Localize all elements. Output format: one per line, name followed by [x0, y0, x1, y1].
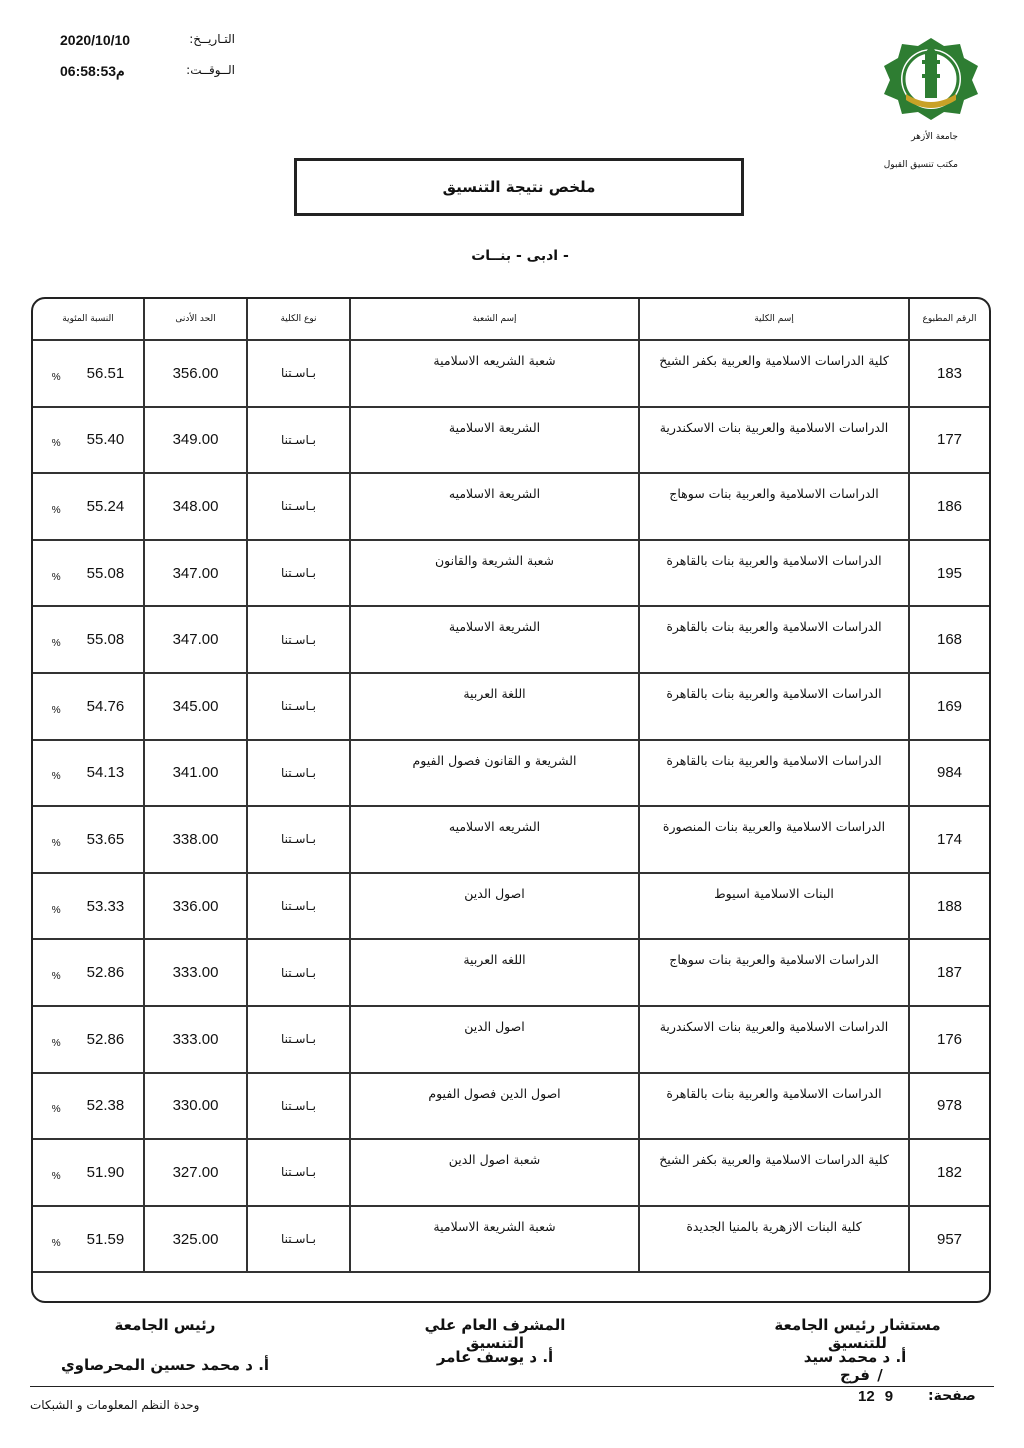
cell-college: الدراسات الاسلامية والعربية بنات بالقاهرة: [638, 541, 908, 606]
cell-college: الدراسات الاسلامية والعربية بنات المنصورة: [638, 807, 908, 872]
date-row: [60, 32, 235, 48]
percentage-value: 56.51: [86, 364, 125, 382]
cell-college-type: بـاسـتنا: [246, 1074, 349, 1139]
report-subtitle: - ادبى - بنــات: [471, 248, 569, 264]
table-row: [33, 940, 989, 1007]
percent-sign: %: [51, 704, 61, 716]
cell-branch: الشريعه الاسلاميه: [349, 807, 638, 872]
percent-sign: %: [51, 1037, 61, 1049]
cell-college: البنات الاسلامية اسيوط: [638, 874, 908, 939]
percent-sign: %: [51, 837, 61, 849]
cell-college-type: بـاسـتنا: [246, 1207, 349, 1272]
percentage-value: 52.86: [86, 964, 125, 982]
cell-college: الدراسات الاسلامية والعربية بنات بالقاهرة: [638, 607, 908, 672]
cell-college: الدراسات الاسلامية والعربية بنات بالقاهرة: [638, 741, 908, 806]
percentage-value: 55.08: [86, 631, 125, 649]
cell-branch: اصول الدين فصول الفيوم: [349, 1074, 638, 1139]
cell-percentage: [33, 541, 143, 606]
cell-minimum-score: 338.00: [143, 807, 246, 872]
office-name: مكتب تنسيق القبول: [883, 160, 958, 170]
cell-number: 187: [908, 940, 989, 1005]
cell-minimum-score: 327.00: [143, 1140, 246, 1205]
cell-minimum-score: 325.00: [143, 1207, 246, 1272]
cell-branch: شعبة اصول الدين: [349, 1140, 638, 1205]
date-value: 2020/10/10: [60, 32, 131, 48]
page-number: [858, 1388, 893, 1405]
cell-college-type: بـاسـتنا: [246, 1007, 349, 1072]
cell-college-type: بـاسـتنا: [246, 408, 349, 473]
percentage-value: 51.59: [86, 1230, 125, 1248]
table-body: [33, 341, 989, 1273]
cell-college-type: بـاسـتنا: [246, 674, 349, 739]
table-row: [33, 341, 989, 408]
percent-sign: %: [51, 571, 61, 583]
cell-number: 177: [908, 408, 989, 473]
column-header: الرقم المطبوع: [908, 299, 989, 339]
cell-minimum-score: 341.00: [143, 741, 246, 806]
cell-college-type: بـاسـتنا: [246, 1140, 349, 1205]
cell-minimum-score: 347.00: [143, 541, 246, 606]
percent-sign: %: [51, 504, 61, 516]
percentage-value: 53.33: [86, 897, 125, 915]
azhar-emblem-icon: [876, 36, 986, 122]
cell-percentage: [33, 1207, 143, 1272]
percentage-value: 54.13: [86, 764, 125, 782]
page-current: 9: [884, 1388, 894, 1405]
supervisor-title: المشرف العام علي التنسيق: [424, 1316, 566, 1352]
cell-branch: شعبة الشريعه الاسلامية: [349, 341, 638, 406]
university-name: جامعة الأزهر: [911, 132, 958, 142]
cell-number: 183: [908, 341, 989, 406]
cell-branch: شعبة الشريعة الاسلامية: [349, 1207, 638, 1272]
cell-number: 978: [908, 1074, 989, 1139]
cell-percentage: [33, 1074, 143, 1139]
cell-college: الدراسات الاسلامية والعربية بنات بالقاهرة: [638, 1074, 908, 1139]
percentage-value: 52.86: [86, 1030, 125, 1048]
supervisor-name: أ. د يوسف عامر: [436, 1348, 554, 1366]
cell-percentage: [33, 674, 143, 739]
cell-percentage: [33, 408, 143, 473]
cell-minimum-score: 330.00: [143, 1074, 246, 1139]
percent-sign: %: [51, 371, 61, 383]
cell-percentage: [33, 341, 143, 406]
cell-college-type: بـاسـتنا: [246, 341, 349, 406]
time-row: [60, 63, 235, 80]
page-total: 12: [858, 1388, 875, 1405]
column-header: النسبة المئوية: [62, 314, 114, 324]
cell-branch: شعبة الشريعة والقانون: [349, 541, 638, 606]
signature-slash: /: [877, 1366, 883, 1384]
table-row: [33, 541, 989, 608]
cell-percentage: [33, 474, 143, 539]
cell-minimum-score: 336.00: [143, 874, 246, 939]
cell-college-type: بـاسـتنا: [246, 541, 349, 606]
cell-branch: اللغة العربية: [349, 674, 638, 739]
cell-minimum-score: 347.00: [143, 607, 246, 672]
cell-minimum-score: 348.00: [143, 474, 246, 539]
cell-number: 957: [908, 1207, 989, 1272]
cell-branch: الشريعة الاسلامية: [349, 408, 638, 473]
cell-number: 168: [908, 607, 989, 672]
advisor-name: أ. د محمد سيد فرج: [803, 1348, 907, 1384]
cell-college-type: بـاسـتنا: [246, 874, 349, 939]
cell-branch: اللغه العربية: [349, 940, 638, 1005]
percent-sign: %: [51, 438, 61, 450]
cell-college: الدراسات الاسلامية والعربية بنات بالقاهرة: [638, 674, 908, 739]
time-label: الــوقــت:: [186, 63, 235, 77]
azhar-logo: [876, 36, 986, 122]
cell-branch: اصول الدين: [349, 874, 638, 939]
cell-number: 188: [908, 874, 989, 939]
cell-college: الدراسات الاسلامية والعربية بنات سوهاج: [638, 474, 908, 539]
table-row: [33, 674, 989, 741]
column-header: الحد الأدنى: [143, 299, 246, 339]
table-row: [33, 1007, 989, 1074]
advisor-title: مستشار رئيس الجامعة للتنسيق: [774, 1316, 941, 1352]
table-row: [33, 474, 989, 541]
cell-percentage: [33, 741, 143, 806]
cell-college: كلية الدراسات الاسلامية والعربية بكفر الشيخ: [638, 1140, 908, 1205]
percentage-value: 55.08: [86, 564, 125, 582]
president-name: أ. د محمد حسين المحرصاوي: [60, 1356, 270, 1374]
cell-college: كلية البنات الازهرية بالمنيا الجديدة: [638, 1207, 908, 1272]
percentage-value: 51.90: [86, 1163, 125, 1181]
time-value: م06:58:53: [60, 63, 125, 79]
percent-sign: %: [51, 638, 61, 650]
cell-branch: الشريعة الاسلاميه: [349, 474, 638, 539]
table-row: [33, 741, 989, 808]
cell-number: 195: [908, 541, 989, 606]
report-title: ملخص نتيجة التنسيق: [294, 158, 744, 216]
percent-sign: %: [51, 1237, 61, 1249]
cell-percentage: [33, 1140, 143, 1205]
cell-minimum-score: 349.00: [143, 408, 246, 473]
percent-sign: %: [51, 771, 61, 783]
cell-percentage: [33, 874, 143, 939]
table-row: [33, 1140, 989, 1207]
table-row: [33, 408, 989, 475]
cell-percentage: [33, 607, 143, 672]
cell-percentage: [33, 940, 143, 1005]
footer-divider: [30, 1386, 994, 1387]
cell-number: 169: [908, 674, 989, 739]
cell-college-type: بـاسـتنا: [246, 940, 349, 1005]
cell-branch: الشريعة الاسلامية: [349, 607, 638, 672]
percent-sign: %: [51, 904, 61, 916]
cell-minimum-score: 333.00: [143, 940, 246, 1005]
cell-college: الدراسات الاسلامية والعربية بنات الاسكندرية: [638, 408, 908, 473]
percentage-value: 55.40: [86, 431, 125, 449]
cell-college: الدراسات الاسلامية والعربية بنات سوهاج: [638, 940, 908, 1005]
page-label: صفحة:: [928, 1388, 976, 1404]
percentage-value: 54.76: [86, 697, 125, 715]
cell-college-type: بـاسـتنا: [246, 741, 349, 806]
date-label: التـاريــخ:: [189, 32, 235, 46]
cell-branch: اصول الدين: [349, 1007, 638, 1072]
percentage-value: 52.38: [86, 1097, 125, 1115]
percentage-value: 53.65: [86, 830, 125, 848]
table-row: [33, 874, 989, 941]
cell-college-type: بـاسـتنا: [246, 474, 349, 539]
cell-minimum-score: 345.00: [143, 674, 246, 739]
cell-minimum-score: 333.00: [143, 1007, 246, 1072]
cell-number: 174: [908, 807, 989, 872]
percent-sign: %: [51, 971, 61, 983]
cell-college: كلية الدراسات الاسلامية والعربية بكفر الشيخ: [638, 341, 908, 406]
cell-number: 176: [908, 1007, 989, 1072]
department-unit: وحدة النظم المعلومات و الشبكات: [30, 1398, 200, 1412]
cell-college-type: بـاسـتنا: [246, 607, 349, 672]
cell-number: 182: [908, 1140, 989, 1205]
column-header: نوع الكلية: [246, 299, 349, 339]
results-grid: [33, 299, 989, 1273]
table-header: [33, 299, 989, 341]
results-table: [31, 297, 991, 1303]
cell-number: 186: [908, 474, 989, 539]
column-header: إسم الشعبة: [349, 299, 638, 339]
percent-sign: %: [51, 1170, 61, 1182]
column-header: إسم الكلية: [638, 299, 908, 339]
president-title: رئيس الجامعة: [114, 1316, 216, 1334]
table-row: [33, 607, 989, 674]
cell-college-type: بـاسـتنا: [246, 807, 349, 872]
table-row: [33, 1207, 989, 1274]
table-row: [33, 1074, 989, 1141]
cell-percentage: [33, 1007, 143, 1072]
cell-branch: الشريعة و القانون فصول الفيوم: [349, 741, 638, 806]
percent-sign: %: [51, 1104, 61, 1116]
cell-college: الدراسات الاسلامية والعربية بنات الاسكندرية: [638, 1007, 908, 1072]
cell-minimum-score: 356.00: [143, 341, 246, 406]
table-row: [33, 807, 989, 874]
cell-percentage: [33, 807, 143, 872]
percentage-value: 55.24: [86, 497, 125, 515]
cell-number: 984: [908, 741, 989, 806]
